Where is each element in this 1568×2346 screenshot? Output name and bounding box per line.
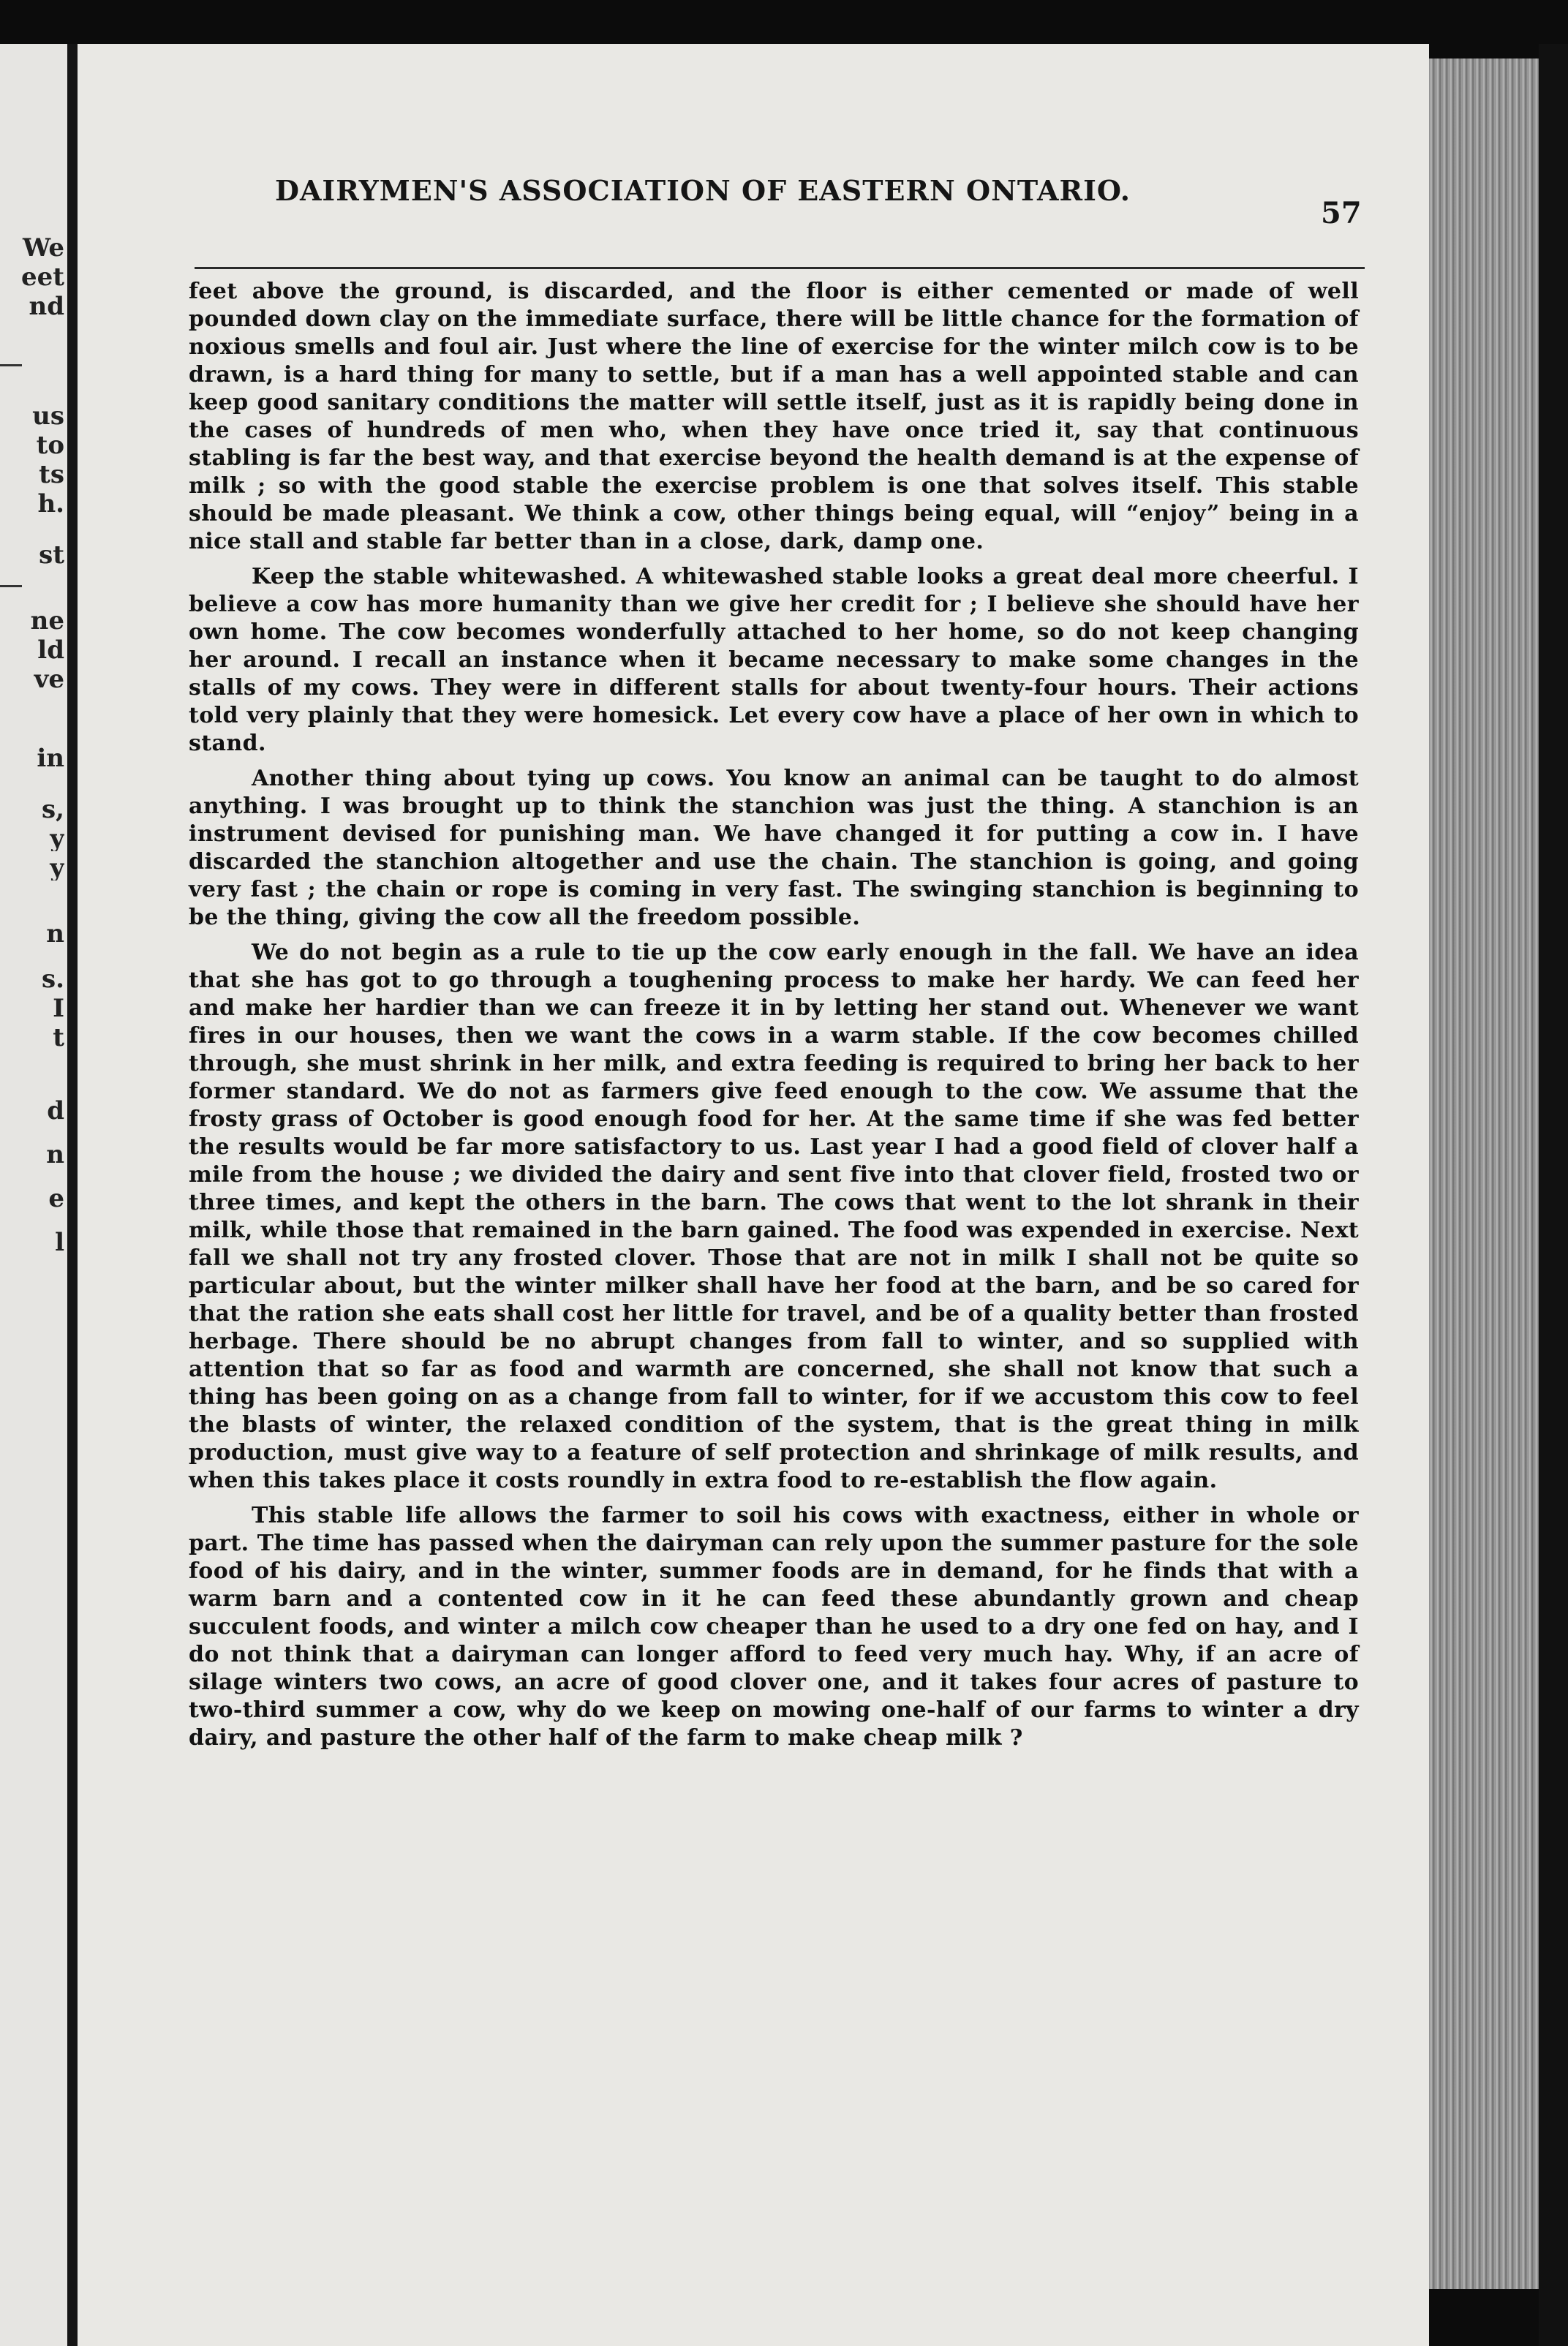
previous-page-edge [0, 44, 78, 2346]
left-margin-fragment: s. [42, 967, 64, 992]
paragraph: Another thing about tying up cows. You know an animal can be taught to do almost anything. I was brought up to think the stanchion was just the thing. A stanchion is an instrument devised for punishing man. We have changed it for putting a cow in. I have discarded the stanchion altogether and use the chain. The stanchion is going, and going very fast ; the chain or rope is coming in very fast. The swinging stanchion is beginning to be the thing, giving the cow all the freedom possible. [189, 766, 1359, 930]
left-margin-fragment: st [39, 543, 64, 567]
left-margin-fragment: ve [34, 667, 64, 692]
left-margin-fragment: nd [29, 294, 64, 319]
left-margin-fragment: s, [42, 797, 64, 822]
left-margin-fragment: ne [30, 608, 64, 633]
left-margin-fragment: I [53, 996, 64, 1021]
left-margin-fragment: y [50, 826, 64, 851]
left-margin-fragment: d [47, 1098, 64, 1123]
book-page [78, 44, 1429, 2346]
paragraph: We do not begin as a rule to tie up the cow early enough in the fall. We have an idea that she has got to go through a toughening process to make her hardy. We can feed her and make her hardier than we can freeze it in by letting her stand out. Whenever we want fires in our houses, then we want the cows in a warm stable. If the cow becomes chilled through, she must shrink in her milk, and extra feeding is required to bring her back to her former standard. We do not as farmers give feed enough to the cow. We assume that the frosty grass of October is good enough food for her. At the same time if she was fed better the results would be far more satisfactory to us. Last year I had a good field of clover half a mile from the house ; we divided the dairy and sent five into that clover field, frosted two or three times, and kept the others in the barn. The cows that went to the lot shrank in their milk, while those that remained in the barn gained. The food was expended in exercise. Next fall we shall not try any frosted clover. Those that are not in milk I shall not be quite so particular about, but the winter milker shall have her food at the barn, and be so cared for that the ration she eats shall cost her little for travel, and be of a quality better than frosted herbage. There should be no abrupt changes from fall to winter, and so supplied with attention that so far as food and warmth are concerned, she shall not know that such a thing has been going on as a change from fall to winter, for if we accustom this cow to feel the blasts of winter, the relaxed condition of the system, that is the great thing in milk production, must give way to a feature of self protection and shrinkage of milk results, and when this takes place it costs roundly in extra food to re-establish the flow again. [189, 940, 1359, 1493]
page-block-edges [1429, 59, 1543, 2289]
left-margin-fragment: eet [21, 265, 64, 290]
left-margin-rule [0, 585, 22, 587]
left-margin-fragment: n [46, 921, 64, 946]
left-margin-fragment: We [22, 235, 64, 260]
left-margin-fragment: to [36, 433, 64, 458]
left-margin-fragment: in [37, 746, 64, 771]
paragraph: Keep the stable whitewashed. A whitewashed stable looks a great deal more cheerful. I believe a cow has more humanity than we give her credit for ; I believe she should have her own home. The cow becomes wonderfully attached to her home, so do not keep changing her around. I recall an instance when it became necessary to make some changes in the stalls of my cows. They were in different stalls for about twenty-four hours. Their actions told very plainly that they were homesick. Let every cow have a place of her own in which to stand. [189, 564, 1359, 756]
left-margin-fragment: y [50, 856, 64, 880]
page-number: 57 [1321, 196, 1362, 230]
scan-border [1539, 44, 1568, 2346]
left-margin-fragment: us [32, 404, 64, 429]
left-margin-fragment: ts [39, 462, 64, 487]
header-rule [195, 267, 1365, 269]
left-margin-fragment: e [48, 1186, 64, 1211]
running-head: DAIRYMEN'S ASSOCIATION OF EASTERN ONTARIO. [275, 174, 1131, 207]
paragraph: This stable life allows the farmer to soil his cows with exactness, either in whole or part. The time has passed when the dairyman can rely upon the summer pasture for the sole food of his dairy, and in the winter, summer foods are in demand, for he finds that with a warm barn and a contented cow in it he can feed these abundantly grown and cheap succulent foods, and winter a milch cow cheaper than he used to a dry one fed on hay, and I do not think that a dairyman can longer afford to feed very much hay. Why, if an acre of silage winters two cows, an acre of good clover one, and it takes four acres of pasture to two-third summer a cow, why do we keep on mowing one-half of our farms to winter a dry dairy, and pasture the other half of the farm to make cheap milk ? [189, 1503, 1359, 1751]
left-margin-fragment: h. [37, 491, 64, 516]
paragraph: feet above the ground, is discarded, and the floor is either cemented or made of well pounded down clay on the immediate surface, there will be little chance for the formation of noxious smells and foul air. Just where the line of exercise for the winter milch cow is to be drawn, is a hard thing for many to settle, but if a man has a well appointed stable and can keep good sanitary conditions the matter will settle itself, just as it is rapidly being done in the cases of hundreds of men who, when they have once tried it, say that continuous stabling is far the best way, and that exercise beyond the health demand is at the expense of milk ; so with the good stable the exercise problem is one that solves itself. This stable should be made pleasant. We think a cow, other things being equal, will “enjoy” being in a nice stall and stable far better than in a close, dark, damp one. [189, 279, 1359, 554]
body-text [189, 278, 1359, 1752]
left-margin-fragment: l [55, 1230, 64, 1255]
left-margin-rule [0, 364, 22, 366]
left-margin-fragment: t [53, 1025, 64, 1050]
left-margin-fragment: n [46, 1142, 64, 1167]
left-margin-fragment: ld [37, 638, 64, 663]
